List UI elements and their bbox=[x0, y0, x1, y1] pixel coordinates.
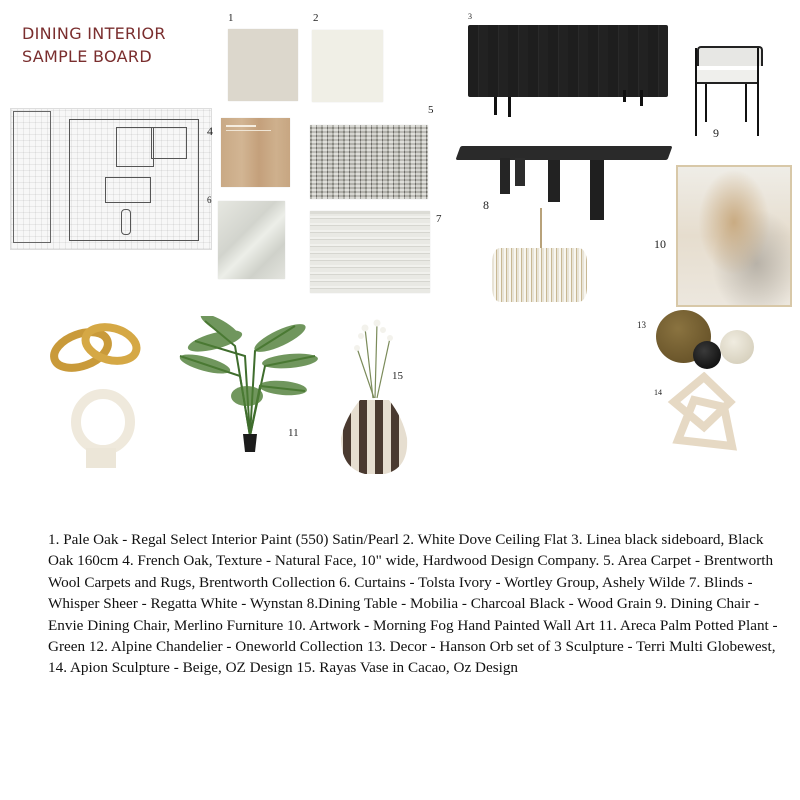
white-ring-sculpture bbox=[68, 388, 138, 470]
chandelier-image bbox=[492, 248, 587, 302]
item-number-3: 3 bbox=[468, 12, 472, 21]
floor-plan-legend bbox=[13, 111, 51, 243]
item-number-6: 6 bbox=[207, 195, 212, 205]
gold-knot-sculpture bbox=[45, 318, 145, 378]
sideboard-leg bbox=[494, 97, 497, 115]
chair-leg bbox=[695, 48, 697, 136]
chair-leg bbox=[705, 84, 707, 122]
item-number-14: 14 bbox=[654, 388, 662, 397]
chair-leg bbox=[757, 48, 759, 136]
item-number-13: 13 bbox=[637, 320, 646, 330]
swatch-curtain-fabric bbox=[218, 201, 285, 279]
dining-table-leg bbox=[500, 158, 510, 194]
item-number-7: 7 bbox=[436, 213, 442, 225]
item-number-15: 15 bbox=[392, 370, 403, 382]
chandelier-rod bbox=[540, 208, 542, 250]
swatch-area-carpet bbox=[310, 125, 428, 199]
item-number-9: 9 bbox=[713, 126, 719, 140]
item-number-2: 2 bbox=[313, 12, 319, 24]
striped-vase-image bbox=[335, 318, 415, 478]
board-title-line2: SAMPLE BOARD bbox=[22, 47, 152, 66]
apion-sculpture-image bbox=[664, 372, 744, 452]
floor-plan-dining-table bbox=[121, 209, 131, 235]
item-number-5: 5 bbox=[428, 104, 434, 116]
dining-table-leg bbox=[590, 160, 604, 220]
swatch-french-oak bbox=[221, 118, 290, 187]
dining-table-leg bbox=[515, 158, 525, 186]
sample-brand-text bbox=[226, 130, 271, 131]
palm-plant-image bbox=[175, 316, 325, 456]
board-title bbox=[22, 22, 166, 68]
floor-plan-stairs bbox=[105, 177, 151, 203]
sideboard-leg bbox=[508, 97, 511, 117]
swatch-white-dove bbox=[312, 30, 383, 102]
item-number-10: 10 bbox=[654, 237, 666, 251]
dining-chair-seat bbox=[697, 70, 759, 84]
sample-brand-mark bbox=[226, 125, 256, 127]
swatch-pale-oak bbox=[228, 29, 298, 101]
item-number-11: 11 bbox=[288, 427, 299, 439]
sideboard-leg bbox=[623, 90, 626, 102]
items-description: 1. Pale Oak - Regal Select Interior Paint (550) Satin/Pearl 2. White Dove Ceiling Flat 3. Linea black sideboard, Black Oak 160cm 4. French Oak, Texture - Natural Face, 10" wide, Hardwood Design Company. 5. Area Carpet - Brentworth Wool Carpets and Rugs, Brentworth Collection 6. Curtains - Tolsta Ivory - Wortley Group, Ashely Wilde 7. Blinds - Whisper Sheer - Regatta White - Wynstan 8.Dining Table - Mobilia - Charcoal Black - Wood Grain 9. Dining Chair - Envie Dining Chair, Merlino Furniture 10. Artwork - Morning Fog Hand Painted Wall Art 11. Areca Palm Potted Plant - Green 12. Alpine Chandelier - Oneworld Collection 13. Decor - Hanson Orb set of 3 Sculpture - Terri Multi Globewest, 14. Apion Sculpture - Beige, OZ Design 15. Rayas Vase in Cacao, Oz Design bbox=[48, 531, 778, 677]
dining-table-top bbox=[455, 146, 672, 160]
floor-plan-sketch bbox=[10, 108, 212, 250]
item-number-8: 8 bbox=[483, 198, 489, 212]
sideboard-image bbox=[468, 25, 668, 97]
floor-plan-room bbox=[116, 127, 154, 167]
item-number-1: 1 bbox=[228, 12, 234, 24]
orb-small-black bbox=[693, 341, 721, 369]
artwork-image bbox=[676, 165, 792, 307]
dining-chair-back bbox=[697, 46, 763, 66]
floor-plan-room bbox=[151, 127, 187, 159]
board-title-line1: DINING INTERIOR bbox=[22, 24, 166, 43]
dining-table-leg bbox=[548, 160, 560, 202]
orb-speckled-white bbox=[720, 330, 754, 364]
chair-leg bbox=[745, 84, 747, 122]
sideboard-leg bbox=[640, 90, 643, 106]
swatch-blinds bbox=[310, 211, 430, 293]
item-number-4: 4 bbox=[207, 124, 213, 138]
